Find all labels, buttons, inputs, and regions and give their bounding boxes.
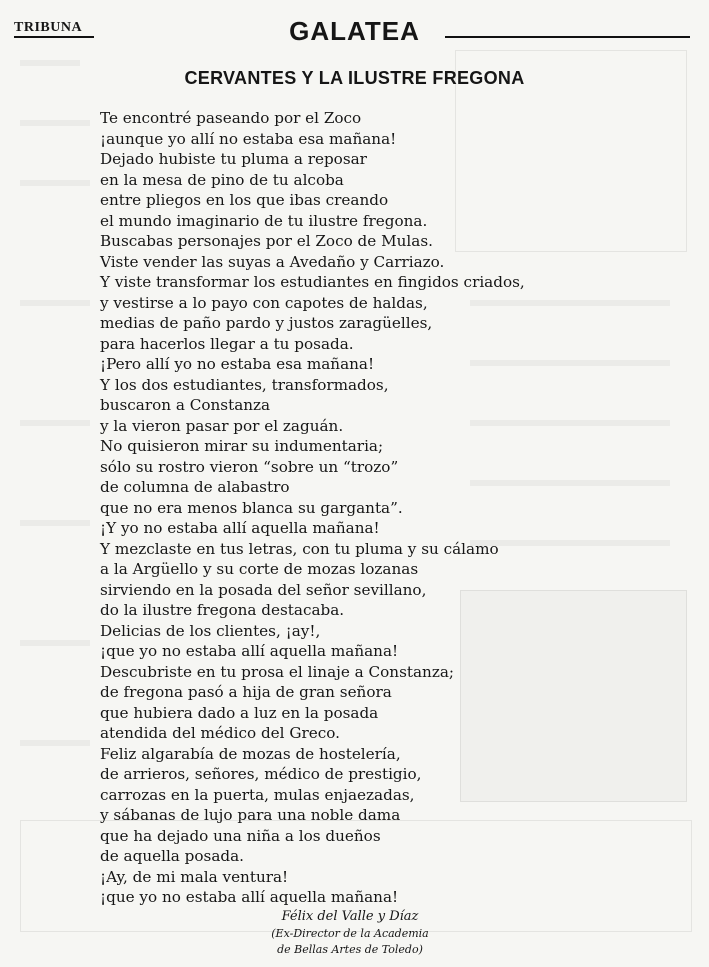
poem-line: ¡Y yo no estaba allí aquella mañana!	[100, 519, 380, 537]
poem-line: Delicias de los clientes, ¡ay!,	[100, 621, 321, 640]
poem-line: a la Argüello y su corte de mozas lozanas	[100, 560, 419, 578]
poem-line: Y viste transformar los estudiantes en fingidos criados,	[100, 273, 525, 291]
poem-line: medias de paño pardo y justos zaragüelles,	[100, 314, 433, 332]
poem-line: buscaron a Constanza	[100, 396, 271, 414]
poem-line: ¡que yo no estaba allí aquella mañana!	[100, 888, 399, 906]
poem-line: sólo su rostro vieron “sobre un “trozo”	[100, 457, 399, 476]
poem-line: el mundo imaginario de tu ilustre fregona.	[100, 211, 428, 230]
poem-line: No quisieron mirar su indumentaria;	[100, 437, 384, 455]
poem-line: de fregona pasó a hija de gran señora	[100, 683, 392, 701]
poem-line: entre pliegos en los que ibas creando	[100, 191, 389, 209]
poem-line: Dejado hubiste tu pluma a reposar	[100, 150, 367, 168]
magazine-title: GALATEA	[289, 16, 420, 46]
poem-line: ¡Ay, de mi mala ventura!	[100, 867, 289, 886]
author-role-line-2: de Bellas Artes de Toledo)	[277, 943, 423, 956]
poem-line: que hubiera dado a luz en la posada	[100, 703, 379, 722]
poem-line: de arrieros, señores, médico de prestigio,	[100, 765, 422, 783]
poem-line: en la mesa de pino de tu alcoba	[100, 170, 344, 189]
poem-line: Feliz algarabía de mozas de hostelería,	[100, 744, 401, 763]
poem-line: de columna de alabastro	[100, 478, 290, 496]
poem-line: ¡Pero allí yo no estaba esa mañana!	[100, 355, 375, 373]
poem-line: que no era menos blanca su garganta”.	[100, 498, 403, 517]
poem-line: ¡que yo no estaba allí aquella mañana!	[100, 642, 399, 660]
poem-line: Y los dos estudiantes, transformados,	[100, 375, 389, 394]
poem-line: Viste vender las suyas a Avedaño y Carriazo.	[100, 252, 445, 271]
section-label: TRIBUNA	[14, 20, 83, 35]
poem-line: atendida del médico del Greco.	[100, 724, 340, 742]
poem-line: de aquella posada.	[100, 847, 244, 865]
poem-line: y vestirse a lo payo con capotes de haldas,	[100, 293, 428, 312]
poem-line: Te encontré paseando por el Zoco	[100, 109, 362, 127]
author-role-line-1: (Ex-Director de la Academia	[271, 927, 429, 940]
poem-line: carrozas en la puerta, mulas enjaezadas,	[100, 785, 415, 804]
poem-line: do la ilustre fregona destacaba.	[100, 601, 345, 619]
poem-line: y sábanas de lujo para una noble dama	[100, 806, 401, 824]
poem-line: Y mezclaste en tus letras, con tu pluma y su cálamo	[100, 539, 499, 558]
poem-line: para hacerlos llegar a tu posada.	[100, 334, 354, 353]
poem-line: y la vieron pasar por el zaguán.	[100, 416, 344, 435]
page-header	[0, 18, 709, 54]
author-name: Félix del Valle y Díaz	[281, 909, 419, 924]
poem-body	[100, 108, 660, 908]
poem-line: ¡aunque yo allí no estaba esa mañana!	[100, 129, 397, 148]
poem-line: sirviendo en la posada del señor sevillano,	[100, 580, 427, 599]
poem-line: Descubriste en tu prosa el linaje a Constanza;	[100, 662, 454, 681]
poem-line: Buscabas personajes por el Zoco de Mulas.	[100, 232, 433, 250]
poem-title: CERVANTES Y LA ILUSTRE FREGONA	[184, 68, 525, 88]
poem-line: que ha dejado una niña a los dueños	[100, 826, 381, 845]
header-rule-right	[445, 36, 690, 38]
signature-block	[200, 908, 500, 958]
